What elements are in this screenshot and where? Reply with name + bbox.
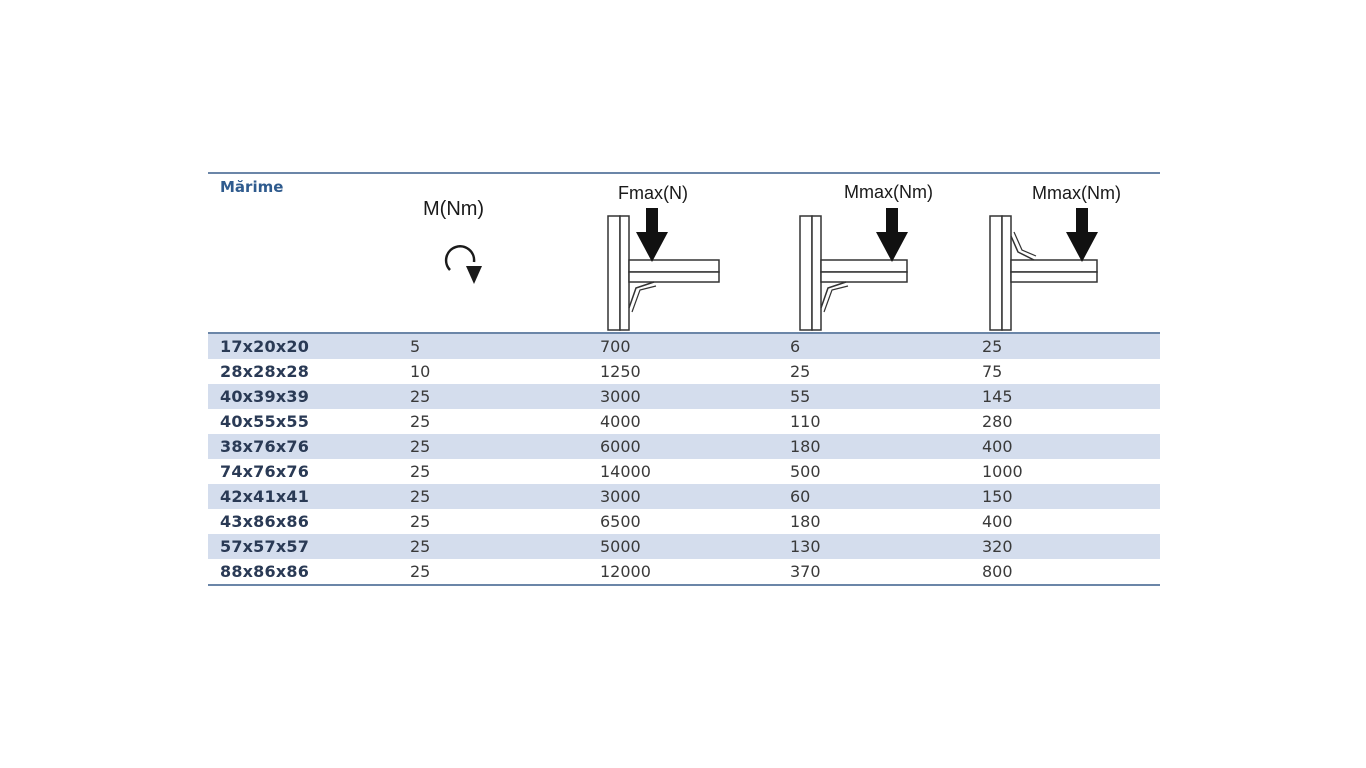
m-cell: 5 [410, 337, 421, 356]
mmax1-cell: 180 [790, 512, 821, 531]
mmax2-cell: 280 [982, 412, 1013, 431]
mmax1-cell: 370 [790, 562, 821, 581]
size-column-header: Mărime [220, 178, 284, 196]
fmax-cell: 700 [600, 337, 631, 356]
fmax-cell: 3000 [600, 487, 641, 506]
table-row [208, 484, 1160, 509]
m-cell: 25 [410, 462, 431, 481]
m-cell: 25 [410, 512, 431, 531]
mmax2-cell: 320 [982, 537, 1013, 556]
fmax-cell: 12000 [600, 562, 651, 581]
table-row [208, 409, 1160, 434]
size-cell: 28x28x28 [220, 362, 310, 381]
table-row [208, 509, 1160, 534]
bracket-reinforced-moment-icon [988, 208, 1108, 332]
table-row [208, 559, 1160, 584]
size-cell: 74x76x76 [220, 462, 310, 481]
m-cell: 25 [410, 437, 431, 456]
load-capacity-table [208, 172, 1160, 586]
mmax1-column-header: Mmax(Nm) [844, 182, 933, 202]
size-cell: 57x57x57 [220, 537, 310, 556]
mmax1-cell: 60 [790, 487, 811, 506]
mmax2-cell: 400 [982, 512, 1013, 531]
rotation-arrow-icon [430, 232, 490, 290]
fmax-cell: 6500 [600, 512, 641, 531]
table-bottom-rule [208, 584, 1160, 586]
size-cell: 43x86x86 [220, 512, 310, 531]
table-body [208, 334, 1160, 584]
size-cell: 42x41x41 [220, 487, 310, 506]
mmax2-cell: 75 [982, 362, 1003, 381]
m-cell: 25 [410, 412, 431, 431]
mmax1-cell: 180 [790, 437, 821, 456]
mmax1-cell: 500 [790, 462, 821, 481]
mmax2-cell: 145 [982, 387, 1013, 406]
table-row [208, 359, 1160, 384]
size-cell: 88x86x86 [220, 562, 310, 581]
m-cell: 25 [410, 487, 431, 506]
mmax2-cell: 150 [982, 487, 1013, 506]
table-row [208, 534, 1160, 559]
size-cell: 17x20x20 [220, 337, 310, 356]
fmax-cell: 14000 [600, 462, 651, 481]
mmax1-cell: 110 [790, 412, 821, 431]
mmax1-cell: 6 [790, 337, 801, 356]
mmax2-column-header: Mmax(Nm) [1032, 183, 1121, 203]
mmax2-cell: 800 [982, 562, 1013, 581]
table-header [208, 174, 1160, 332]
size-cell: 40x55x55 [220, 412, 310, 431]
table-row [208, 334, 1160, 359]
fmax-cell: 1250 [600, 362, 641, 381]
mmax1-cell: 130 [790, 537, 821, 556]
fmax-column-header: Fmax(N) [618, 183, 688, 203]
mmax2-cell: 25 [982, 337, 1003, 356]
m-cell: 25 [410, 562, 431, 581]
fmax-cell: 5000 [600, 537, 641, 556]
mmax2-cell: 1000 [982, 462, 1023, 481]
mmax2-cell: 400 [982, 437, 1013, 456]
table-row [208, 459, 1160, 484]
size-cell: 40x39x39 [220, 387, 310, 406]
fmax-cell: 6000 [600, 437, 641, 456]
mmax1-cell: 55 [790, 387, 811, 406]
mmax1-cell: 25 [790, 362, 811, 381]
fmax-cell: 3000 [600, 387, 641, 406]
m-cell: 10 [410, 362, 431, 381]
table-row [208, 434, 1160, 459]
fmax-cell: 4000 [600, 412, 641, 431]
bracket-force-icon [606, 208, 726, 332]
size-cell: 38x76x76 [220, 437, 310, 456]
bracket-moment-icon [798, 208, 918, 332]
table-row [208, 384, 1160, 409]
m-cell: 25 [410, 537, 431, 556]
m-column-header: M(Nm) [423, 198, 485, 220]
m-cell: 25 [410, 387, 431, 406]
